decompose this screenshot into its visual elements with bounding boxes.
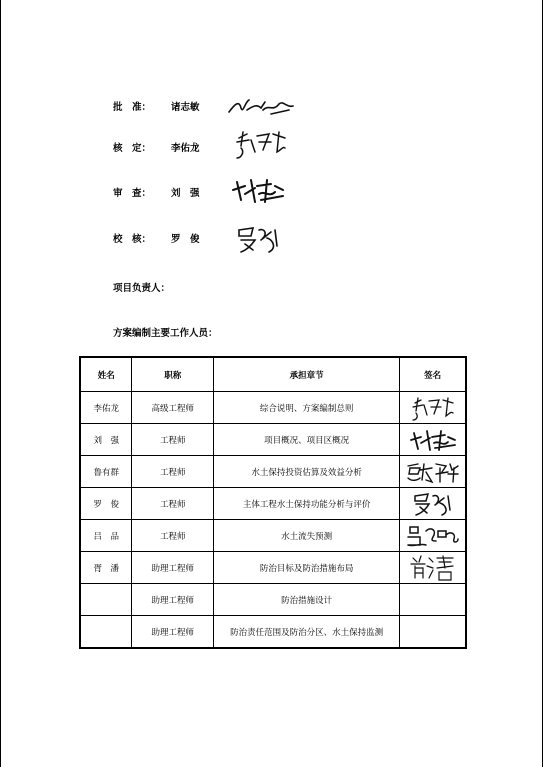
cell-chapter: 水土流失预测 [214, 520, 400, 552]
table-row [80, 552, 466, 584]
cell-signature [400, 488, 466, 520]
header-name: 姓名 [80, 357, 132, 392]
signature-zhuzhimin [227, 94, 297, 120]
table-row [80, 520, 466, 552]
cell-title: 工程师 [132, 520, 214, 552]
cell-name: 吕 品 [80, 520, 132, 552]
cell-chapter: 防治责任范围及防治分区、水土保持监测 [214, 616, 400, 649]
table-row [80, 424, 466, 456]
header-title: 职称 [132, 357, 214, 392]
cell-title: 工程师 [132, 424, 214, 456]
table-row [80, 488, 466, 520]
cell-title: 助理工程师 [132, 616, 214, 649]
cell-title: 工程师 [132, 488, 214, 520]
project-lead-label: 项目负责人： [113, 283, 171, 294]
cell-name: 鲁有群 [80, 456, 132, 488]
staff-label: 方案编制主要工作人员： [113, 328, 218, 339]
approval-row-review [113, 184, 200, 204]
cell-title: 助理工程师 [132, 584, 214, 616]
approval-role: 审 查： [113, 188, 152, 199]
signature-xupan [409, 554, 457, 582]
approval-role: 核 定： [113, 143, 152, 154]
cell-name: 李佑龙 [80, 392, 132, 424]
table-row [80, 392, 466, 424]
header-chapter: 承担章节 [214, 357, 400, 392]
cell-signature [400, 392, 466, 424]
approval-name: 李佑龙 [171, 143, 200, 154]
table-row [80, 616, 466, 649]
approval-name: 罗 俊 [171, 234, 200, 245]
cell-chapter: 水土保持投资估算及效益分析 [214, 456, 400, 488]
signature-lvpin [406, 523, 460, 549]
staff-table [79, 356, 467, 649]
table-row [80, 456, 466, 488]
cell-signature [400, 424, 466, 456]
cell-chapter: 防治目标及防治措施布局 [214, 552, 400, 584]
approval-role: 批 准： [113, 102, 152, 113]
cell-chapter: 主体工程水土保持功能分析与评价 [214, 488, 400, 520]
signature-luyouqun [406, 460, 460, 484]
approval-name: 诸志敏 [171, 102, 200, 113]
cell-signature [400, 616, 466, 649]
cell-chapter: 项目概况、项目区概况 [214, 424, 400, 456]
signature-luojun [413, 491, 453, 517]
cell-name [80, 584, 132, 616]
approval-row-verify [113, 139, 200, 159]
cell-title: 助理工程师 [132, 552, 214, 584]
approval-row-approve [113, 98, 200, 118]
cell-signature [400, 584, 466, 616]
cell-signature [400, 456, 466, 488]
header-signature: 签名 [400, 357, 466, 392]
cell-chapter: 综合说明、方案编制总则 [214, 392, 400, 424]
cell-name: 刘 强 [80, 424, 132, 456]
table-row [80, 584, 466, 616]
cell-chapter: 防治措施设计 [214, 584, 400, 616]
approval-row-check [113, 230, 200, 250]
signature-liuqiang [231, 176, 285, 206]
signature-liyoulong [411, 395, 455, 421]
cell-signature [400, 520, 466, 552]
table-header-row [80, 357, 466, 392]
cell-signature [400, 552, 466, 584]
cell-name: 胥 潘 [80, 552, 132, 584]
cell-name: 罗 俊 [80, 488, 132, 520]
signature-liyoulong [235, 128, 287, 162]
signature-luojun [237, 224, 281, 254]
approval-role: 校 核： [113, 234, 152, 245]
cell-title: 工程师 [132, 456, 214, 488]
cell-title: 高级工程师 [132, 392, 214, 424]
approval-name: 刘 强 [171, 188, 200, 199]
signature-liuqiang [409, 428, 457, 452]
cell-name [80, 616, 132, 649]
